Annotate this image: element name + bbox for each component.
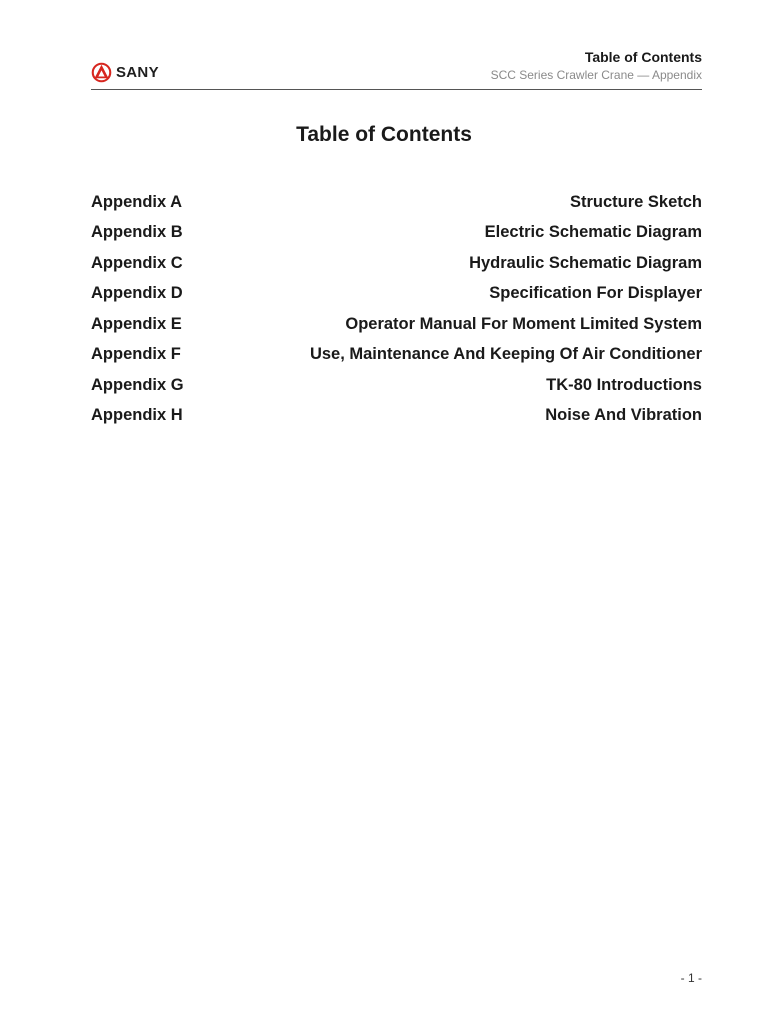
toc-entry-appendix-h[interactable] [91,401,702,432]
toc-entry-label: Appendix A [91,192,183,211]
toc-entry-title: Hydraulic Schematic Diagram [469,253,702,272]
toc-entry-appendix-d[interactable] [91,279,702,310]
table-of-contents [91,187,702,431]
header-title: Table of Contents [584,49,702,65]
toc-entry-appendix-c[interactable] [91,248,702,279]
toc-entry-title: Electric Schematic Diagram [484,223,702,242]
toc-entry-title: Use, Maintenance And Keeping Of Air Conditioner [309,345,702,364]
toc-entry-label: Appendix F [91,345,181,364]
toc-entry-appendix-e[interactable] [91,309,702,340]
toc-entry-label: Appendix D [91,284,183,303]
page-header [91,46,702,90]
header-titles [491,48,702,84]
sany-logo-icon [91,62,112,83]
toc-entry-appendix-a[interactable] [91,187,702,218]
toc-entry-title: Noise And Vibration [545,406,702,425]
toc-entry-label: Appendix B [91,223,183,242]
toc-entry-appendix-f[interactable] [91,340,702,371]
page-number: - 1 - [680,971,702,985]
toc-entry-title: Operator Manual For Moment Limited System [345,314,702,333]
page-title: Table of Contents [296,123,472,146]
toc-entry-appendix-b[interactable] [91,218,702,249]
toc-entry-title: Specification For Displayer [489,284,702,303]
logo-text: SANY [116,64,159,81]
toc-entry-title: TK-80 Introductions [546,375,702,394]
header-subtitle: SCC Series Crawler Crane — Appendix [490,68,702,82]
sany-logo [91,62,159,83]
toc-entry-label: Appendix E [91,314,182,333]
toc-entry-title: Structure Sketch [569,192,702,211]
toc-entry-appendix-g[interactable] [91,370,702,401]
header-divider [91,89,702,90]
toc-entry-label: Appendix G [91,375,184,394]
toc-entry-label: Appendix C [91,253,183,272]
toc-entry-label: Appendix H [91,406,183,425]
